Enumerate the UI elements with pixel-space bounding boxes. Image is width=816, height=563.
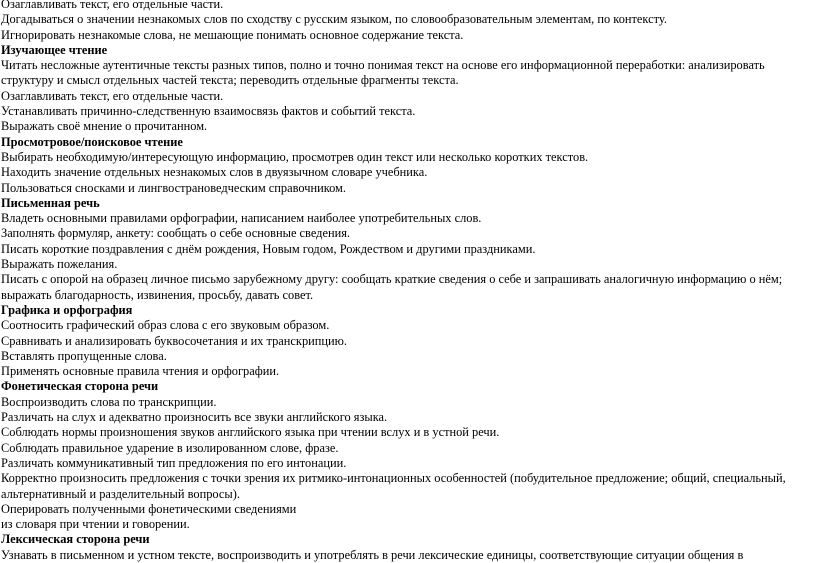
text-line: Применять основные правила чтения и орфографии. (1, 364, 280, 379)
text-line: Игнорировать незнакомые слова, не мешающие понимать основное содержание текста. (1, 27, 464, 42)
text-line: Различать коммуникативный тип предложения по его интонации. (1, 455, 347, 470)
text-line: Озаглавливать текст, его отдельные части. (1, 88, 224, 103)
text-line: Соблюдать правильное ударение в изолированном слове, фразе. (1, 440, 339, 455)
text-line: Различать на слух и адекватно произносить все звуки английского языка. (1, 410, 388, 425)
text-line: Выражать пожелания. (1, 257, 118, 272)
section-heading: Письменная речь (1, 195, 100, 210)
text-line: Писать короткие поздравления с днём рождения, Новым годом, Рождеством и другими праздниками. (1, 241, 536, 256)
text-line: Устанавливать причинно-следственную взаимосвязь фактов и событий текста. (1, 104, 416, 119)
text-line: Соблюдать нормы произношения звуков английского языка при чтении вслух и в устной речи. (1, 425, 500, 440)
text-line: Соотносить графический образ слова с его звуковым образом. (1, 318, 330, 333)
text-line: Воспроизводить слова по транскрипции. (1, 394, 217, 409)
section-heading: Фонетическая сторона речи (1, 379, 159, 394)
text-line: Вставлять пропущенные слова. (1, 348, 167, 363)
text-line: Догадываться о значении незнакомых слов по сходству с русским языком, по словообразовательным элементам, по контексту. (1, 12, 667, 27)
text-line: Пользоваться сносками и лингвострановедческим справочником. (1, 180, 347, 195)
text-line: Писать с опорой на образец личное письмо зарубежному другу: сообщать краткие сведения о себе и запрашивать аналогичную информацию о нём; выражать благодарность, извинения, просьбу, давать совет. (1, 272, 783, 302)
text-line: Выражать своё мнение о прочитанном. (1, 119, 208, 134)
text-line: Находить значение отдельных незнакомых слов в двуязычном словаре учебника. (1, 165, 428, 180)
text-line: Узнавать в письменном и устном тексте, воспроизводить и употреблять в речи лексические единицы, соответствующие ситуации общения в (1, 547, 744, 562)
document-page (1, 0, 813, 563)
text-line: Корректно произносить предложения с точки зрения их ритмико-интонационных особенностей (побудительное предложение; общий, специальный, альтернативный и разделительный вопросы). (1, 471, 786, 501)
section-heading: Лексическая сторона речи (1, 532, 150, 547)
text-line: Выбирать необходимую/интересующую информацию, просмотрев один текст или несколько коротких текстов. (1, 149, 589, 164)
section-heading: Графика и орфография (1, 302, 133, 317)
text-line: Заполнять формуляр, анкету: сообщать о себе основные сведения. (1, 226, 351, 241)
text-line: Озаглавливать текст, его отдельные части. (1, 0, 224, 11)
text-line: Владеть основными правилами орфографии, написанием наиболее употребительных слов. (1, 211, 482, 226)
text-line: Сравнивать и анализировать буквосочетания и их транскрипцию. (1, 333, 348, 348)
text-line: Читать несложные аутентичные тексты разных типов, полно и точно понимая текст на основе его информационной переработки: анализировать структуру и смысл отдельных частей текста; переводить отдельные фрагменты текста. (1, 58, 765, 88)
section-heading: Просмотровое/поисковое чтение (1, 134, 183, 149)
section-heading: Изучающее чтение (1, 42, 108, 57)
text-line: из словаря при чтении и говорении. (1, 517, 190, 532)
text-line: Оперировать полученными фонетическими сведениями (1, 501, 297, 516)
